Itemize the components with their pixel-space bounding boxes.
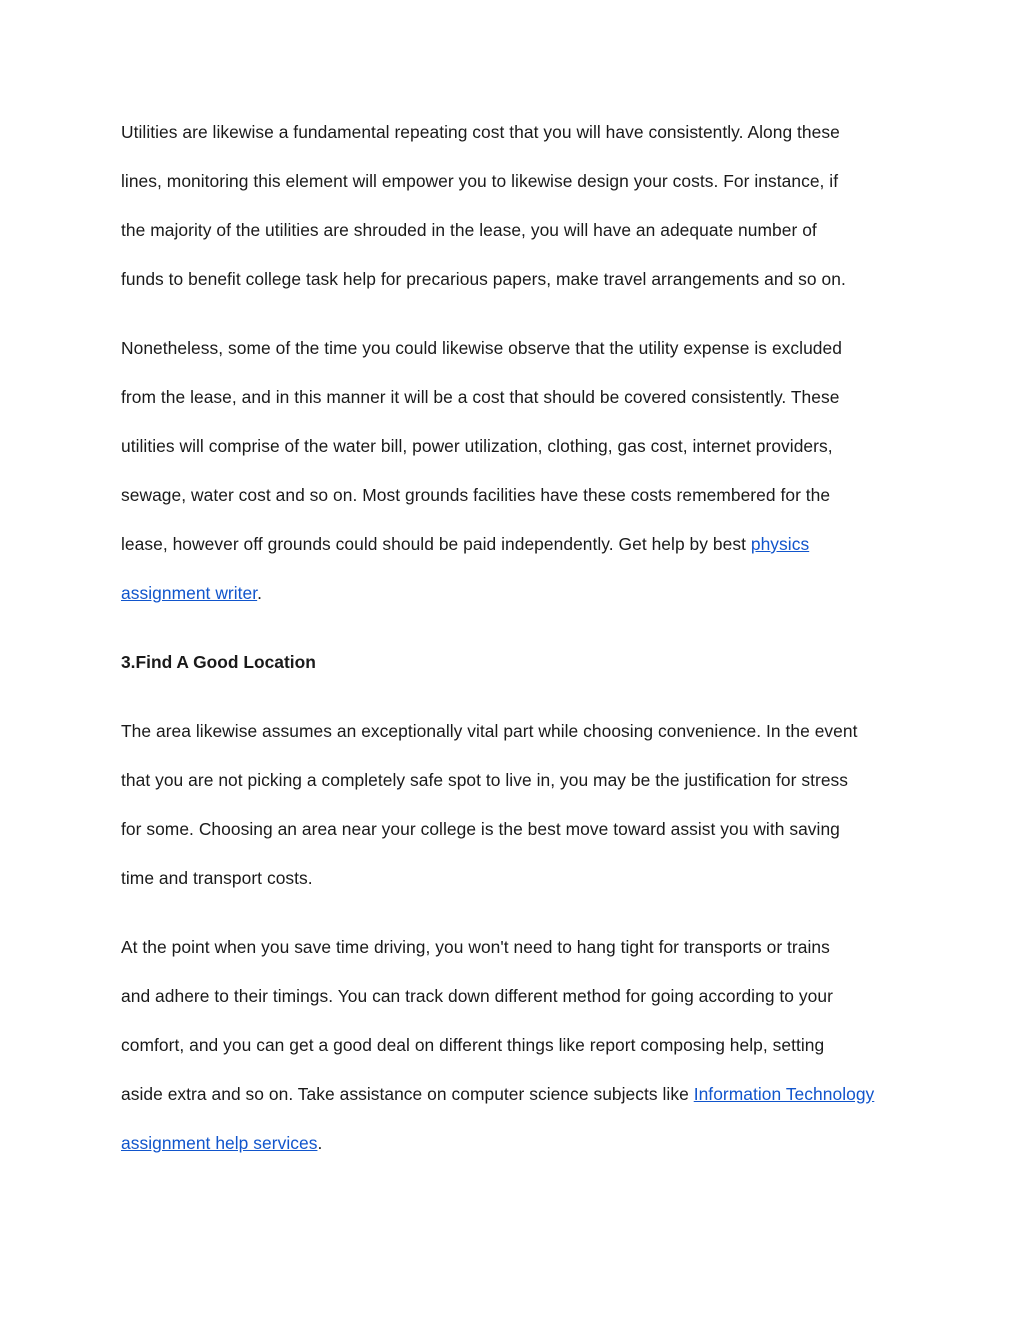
text-line [121,520,911,569]
text-line: lines, monitoring this element will empower you to likewise design your costs. For instance, if [121,171,839,191]
paragraph-utilities [121,108,911,304]
text-segment: . [257,583,263,603]
section-heading: 3.Find A Good Location [121,652,316,672]
text-line: comfort, and you can get a good deal on different things like report composing help, setting [121,1035,825,1055]
text-segment: aside extra and so on. Take assistance on computer science subjects like [121,1084,694,1104]
it-assignment-link-part2[interactable]: assignment help services [121,1133,318,1153]
paragraph-driving [121,923,911,1168]
physics-writer-link-part2[interactable]: assignment writer [121,583,258,603]
text-line: that you are not picking a completely safe spot to live in, you may be the justification for stress [121,770,849,790]
text-line: At the point when you save time driving, you won't need to hang tight for transports or trains [121,937,830,957]
text-line: the majority of the utilities are shrouded in the lease, you will have an adequate number of [121,220,817,240]
physics-writer-link-part1[interactable]: physics [750,534,810,554]
text-line [121,569,911,618]
text-line: for some. Choosing an area near your college is the best move toward assist you with saving [121,819,840,839]
paragraph-utility-expense [121,324,911,618]
text-line: and adhere to their timings. You can track down different method for going according to your [121,986,833,1006]
text-line: time and transport costs. [121,868,313,888]
document-page [121,108,911,1188]
text-line: funds to benefit college task help for precarious papers, make travel arrangements and so on. [121,269,846,289]
text-segment: lease, however off grounds could should be paid independently. Get help by best [121,534,751,554]
text-line: Utilities are likewise a fundamental repeating cost that you will have consistently. Along these [121,122,840,142]
it-assignment-link-part1[interactable]: Information Technology [693,1084,875,1104]
text-line: utilities will comprise of the water bill, power utilization, clothing, gas cost, internet providers, [121,436,833,456]
text-line: from the lease, and in this manner it will be a cost that should be covered consistently. These [121,387,840,407]
text-segment: . [317,1133,323,1153]
text-line [121,1119,911,1168]
text-line [121,1070,911,1119]
text-line: sewage, water cost and so on. Most grounds facilities have these costs remembered for the [121,485,831,505]
text-line: The area likewise assumes an exceptionally vital part while choosing convenience. In the event [121,721,858,741]
paragraph-location [121,707,911,903]
text-line: Nonetheless, some of the time you could likewise observe that the utility expense is excluded [121,338,842,358]
